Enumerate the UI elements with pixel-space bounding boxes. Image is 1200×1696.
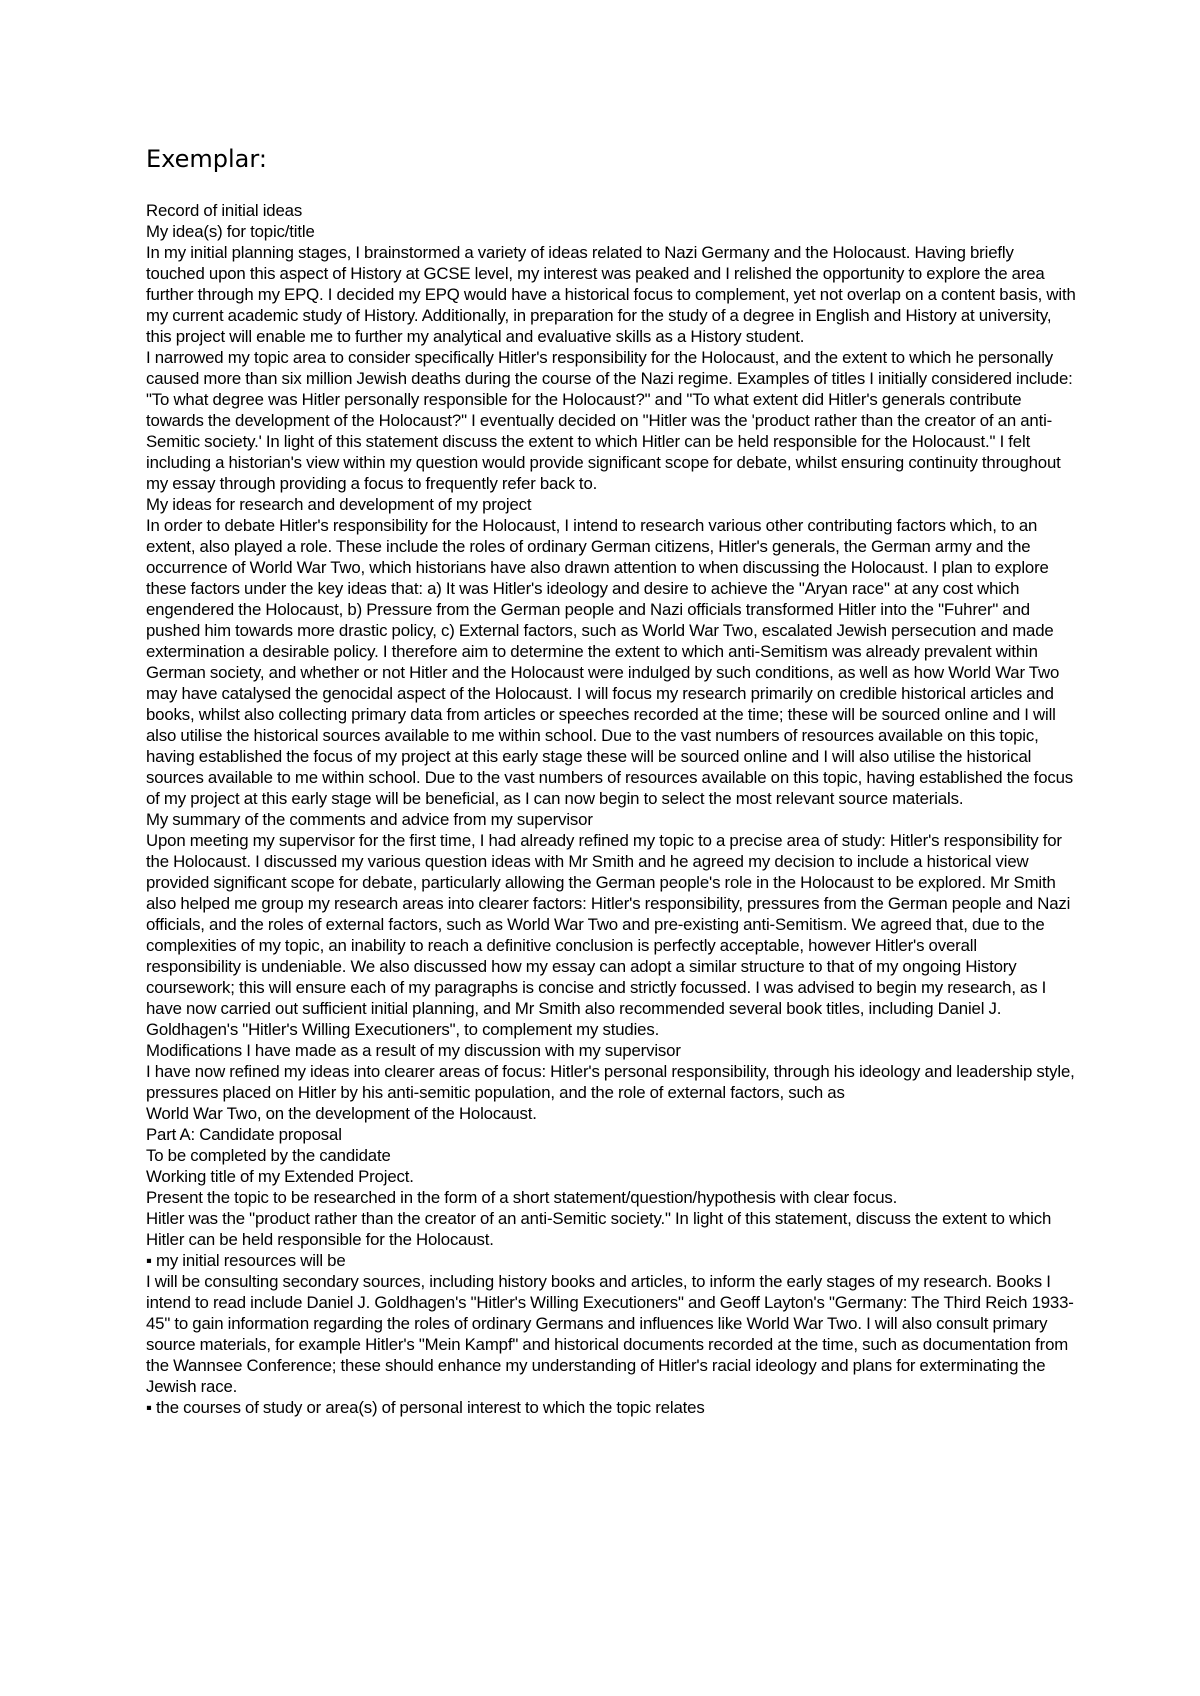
heading-part-a: Part A: Candidate proposal	[146, 1125, 342, 1144]
heading-modifications: Modifications I have made as a result of my discussion with my supervisor	[146, 1041, 681, 1060]
paragraph: Upon meeting my supervisor for the first time, I had already refined my topic to a precise area of study: Hitler's responsibility for the Holocaust. I discussed my various question ideas with Mr Smith and he agreed my decision to include a historical view provided significant scope for debate, particularly allowing the German people's role in the Holocaust to be explored. Mr Smith also helped me group my research areas into clearer factors: Hitler's responsibility, pressures from the German people and Nazi officials, and the roles of external factors, such as World War Two and pre-existing anti-Semitism. We agreed that, due to the complexities of my topic, an inability to reach a definitive conclusion is perfectly acceptable, however Hitler's overall responsibility is undeniable. We also discussed how my essay can adopt a similar structure to that of my ongoing History coursework; this will ensure each of my paragraphs is concise and strictly focussed. I was advised to begin my research, as I have now carried out sufficient initial planning, and Mr Smith also recommended several book titles, including Daniel J. Goldhagen's "Hitler's Willing Executioners", to complement my studies.	[146, 831, 1071, 1039]
document-title: Exemplar:	[146, 145, 267, 173]
bullet-courses-of-study: ▪ the courses of study or area(s) of personal interest to which the topic relates	[146, 1398, 705, 1417]
paragraph: World War Two, on the development of the Holocaust.	[146, 1104, 537, 1123]
paragraph: I will be consulting secondary sources, including history books and articles, to inform the early stages of my research. Books I intend to read include Daniel J. Goldhagen's "Hitler's Willing Executioners" and Geoff Layton's "Germany: The Third Reich 1933-45" to gain information regarding the roles of ordinary Germans and influences like World War Two. I will also consult primary source materials, for example Hitler's "Mein Kampf" and historical documents recorded at the time, such as documentation from the Wannsee Conference; these should enhance my understanding of Hitler's racial ideology and plans for exterminating the Jewish race.	[146, 1272, 1074, 1396]
heading-supervisor-summary: My summary of the comments and advice from my supervisor	[146, 810, 593, 829]
paragraph: I have now refined my ideas into clearer areas of focus: Hitler's personal responsibility, through his ideology and leadership style, pressures placed on Hitler by his anti-semitic population, and the role of external factors, such as	[146, 1062, 1075, 1102]
instruction-text: Present the topic to be researched in the form of a short statement/question/hypothesis with clear focus.	[146, 1188, 898, 1207]
heading-working-title: Working title of my Extended Project.	[146, 1167, 414, 1186]
heading-record-of-initial-ideas: Record of initial ideas	[146, 201, 303, 220]
paragraph: I narrowed my topic area to consider specifically Hitler's responsibility for the Holocaust, and the extent to which he personally caused more than six million Jewish deaths during the course of the Nazi regime. Examples of titles I initially considered include: "To what degree was Hitler personally responsible for the Holocaust?" and "To what extent did Hitler's generals contribute towards the development of the Holocaust?" I eventually decided on "Hitler was the 'product rather than the creator of an anti-Semitic society.' In light of this statement discuss the extent to which Hitler can be held responsible for the Holocaust." I felt including a historian's view within my question would provide significant scope for debate, whilst ensuring continuity throughout my essay through providing a focus to frequently refer back to.	[146, 348, 1073, 493]
bullet-initial-resources: ▪ my initial resources will be	[146, 1251, 346, 1270]
heading-ideas-for-topic: My idea(s) for topic/title	[146, 222, 315, 241]
heading-to-be-completed: To be completed by the candidate	[146, 1146, 391, 1165]
paragraph: In my initial planning stages, I brainstormed a variety of ideas related to Nazi Germany and the Holocaust. Having briefly touched upon this aspect of History at GCSE level, my interest was peaked and I relished the opportunity to explore the area further through my EPQ. I decided my EPQ would have a historical focus to complement, yet not overlap on a content basis, with my current academic study of History. Additionally, in preparation for the study of a degree in English and History at university, this project will enable me to further my analytical and evaluative skills as a History student.	[146, 243, 1076, 346]
document-body	[146, 200, 1076, 1418]
paragraph: In order to debate Hitler's responsibility for the Holocaust, I intend to research various other contributing factors which, to an extent, also played a role. These include the roles of ordinary German citizens, Hitler's generals, the German army and the occurrence of World War Two, which historians have also drawn attention to when discussing the Holocaust. I plan to explore these factors under the key ideas that: a) It was Hitler's ideology and desire to achieve the "Aryan race" at any cost which engendered the Holocaust, b) Pressure from the German people and Nazi officials transformed Hitler into the "Fuhrer" and pushed him towards more drastic policy, c) External factors, such as World War Two, escalated Jewish persecution and made extermination a desirable policy. I therefore aim to determine the extent to which anti-Semitism was already prevalent within German society, and whether or not Hitler and the Holocaust were indulged by such conditions, as well as how World War Two may have catalysed the genocidal aspect of the Holocaust. I will focus my research primarily on credible historical articles and books, whilst also collecting primary data from articles or speeches recorded at the time; these will be sourced online and I will also utilise the historical sources available to me within school. Due to the vast numbers of resources available on this topic, having established the focus of my project at this early stage these will be sourced online and I will also utilise the historical sources available to me within school. Due to the vast numbers of resources available on this topic, having established the focus of my project at this early stage will be beneficial, as I can now begin to select the most relevant source materials.	[146, 516, 1074, 808]
heading-ideas-for-research: My ideas for research and development of my project	[146, 495, 532, 514]
document-page	[146, 142, 1076, 1418]
paragraph: Hitler was the "product rather than the creator of an anti-Semitic society." In light of this statement, discuss the extent to which Hitler can be held responsible for the Holocaust.	[146, 1209, 1052, 1249]
